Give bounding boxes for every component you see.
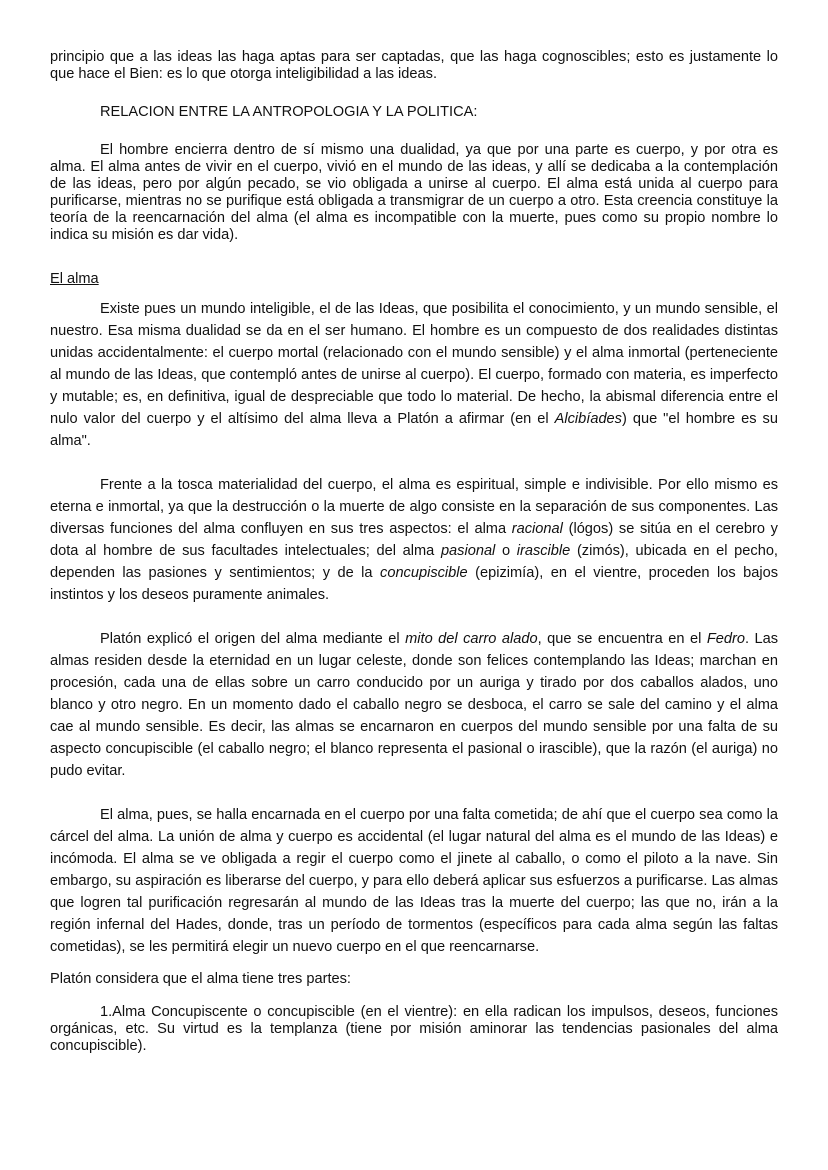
irascible-term: irascible [516,543,571,559]
intro-paragraph: principio que a las ideas las haga aptas para ser captadas, que las haga cognoscibles; esto es justamente lo que hace el Bien: es lo que otorga inteligibilidad a las ideas. [50,49,778,82]
carro-paragraph [50,628,778,782]
mito-carro-term: mito del carro alado [405,631,538,647]
document-page [50,49,778,1055]
concupiscible-term: concupiscible [380,565,468,581]
carro-text-a: Platón explicó el origen del alma mediante el [100,631,406,647]
alcibiades-title: Alcibíades [554,411,622,427]
alma-title: El alma [50,271,99,287]
materialidad-paragraph [50,474,778,606]
materialidad-text-g: (zimós), ubicada en el pecho, dependen las pasiones y sentimientos; y de la [50,543,778,581]
mundo-text-a: Existe pues un mundo inteligible, el de las Ideas, que posibilita el conocimiento, y un mundo sensible, el nuestro. Esa misma dualidad se da en el ser humano. El hombre es un compuesto de dos realidades distintas unidas accidentalmente: el cuerpo mortal (relacionado con el mundo sensible) y el alma inmortal (perteneciente al mundo de las Ideas, que contempló antes de unirse al cuerpo). El cuerpo, formado con materia, es imperfecto y mutable; es, en definitiva, igual de despreciable que todo lo material. De hecho, la abismal diferencia entre el nulo valor del cuerpo y el altísimo del alma lleva a Platón a afirmar (en el [50,301,778,427]
tres-partes-line: Platón considera que el alma tiene tres partes: [50,971,351,987]
carcel-paragraph: El alma, pues, se halla encarnada en el cuerpo por una falta cometida; de ahí que el cuerpo sea como la cárcel del alma. La unión de alma y cuerpo es accidental (el lugar natural del alma es el mundo de las Ideas) e incómoda. El alma se ve obligada a regir el cuerpo como el jinete al caballo, o como el piloto a la nave. Sin embargo, su aspiración es liberarse del cuerpo, y para ello deberá aplicar sus esfuerzos a purificarse. Las almas que logren tal purificación regresarán al mundo de las Ideas tras la muerte del cuerpo; las que no, irán a la región infernal del Hades, donde, tras un período de tormentos (específicos para cada alma según las faltas cometidas), se les permitirá elegir un nuevo cuerpo en el que reencarnarse. [50,807,778,955]
carro-text-c: , que se encuentra en el [537,631,707,647]
materialidad-text-i: (epizimía), en el vientre, proceden los bajos instintos y los deseos puramente animales. [50,565,778,603]
mundo-text-c: ) que "el hombre es su alma". [50,411,778,449]
item-1-paragraph: 1.Alma Concupiscente o concupiscible (en el vientre): en ella radican los impulsos, deseos, funciones orgánicas, etc. Su virtud es la templanza (tiene por misión aminorar las tendencias pasionales del alma concupiscible). [50,1004,778,1054]
dualidad-paragraph: El hombre encierra dentro de sí mismo una dualidad, ya que por una parte es cuerpo, y por otra es alma. El alma antes de vivir en el cuerpo, vivió en el mundo de las ideas, y allí se dedicaba a la contemplación de las ideas, pero por algún pecado, se vio obligada a unirse al cuerpo. El alma está unida al cuerpo para purificarse, mientras no se purifique está obligada a transmigrar de un cuerpo a otro. Esta creencia constituye la teoría de la reencarnación del alma (el alma es incompatible con la muerte, pues como su propio nombre lo indica su misión es dar vida). [50,142,778,243]
carro-text-e: . Las almas residen desde la eternidad en un lugar celeste, donde son felices contemplando las Ideas; marchan en procesión, cada una de ellas sobre un carro conducido por un auriga y tirado por dos caballos alados, uno blanco y otro negro. En un momento dado el caballo negro se desboca, el carro se sale del camino y el alma cae al mundo sensible. Es decir, las almas se encarnaron en cuerpos del mundo sensible por una falta de su aspecto concupiscible (el caballo negro; el blanco representa el pasional o irascible), que la razón (el auriga) no pudo evitar. [50,631,779,779]
materialidad-text-c: (lógos) se sitúa en el cerebro y dota al hombre de sus facultades intelectuales; del alma [50,521,778,559]
materialidad-text-a: Frente a la tosca materialidad del cuerpo, el alma es espiritual, simple e indivisible. Por ello mismo es eterna e inmortal, ya que la destrucción o la muerte de algo consiste en la separación de sus componentes. Las diversas funciones del alma confluyen en sus tres aspectos: el alma [50,477,778,537]
pasional-term: pasional [440,543,496,559]
materialidad-text-e: o [495,543,517,559]
mundo-paragraph [50,298,778,452]
section-heading: RELACION ENTRE LA ANTROPOLOGIA Y LA POLITICA: [100,104,478,120]
racional-term: racional [511,521,563,537]
fedro-title: Fedro [706,631,745,647]
